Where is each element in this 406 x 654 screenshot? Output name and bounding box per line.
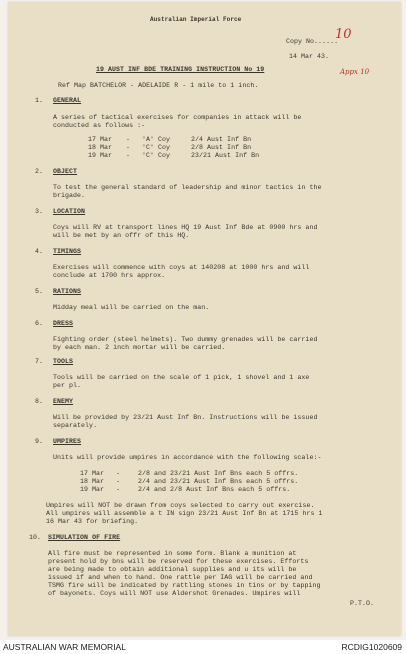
paragraph-line: Umpires will NOT be drawn from coys selected to carry out exercise. [46,502,315,509]
schedule-coy: 'A' Coy [142,136,171,143]
section-heading-enemy: ENEMY [53,398,74,405]
archive-reference: RCDIG1020609 [341,642,402,652]
paragraph-line: A series of tactical exercises for companies in attack will be [53,114,302,121]
paragraph-line: 16 Mar 43 for briefing. [46,518,139,525]
section-heading-dress: DRESS [53,320,74,327]
section-number: 5. [35,288,44,295]
section-number: 1. [35,97,44,104]
section-heading-timings: TIMINGS [53,248,82,255]
paragraph-line: Exercises will commence with coys at 140208 at 1000 hrs and will [53,264,310,271]
schedule-date: 18 Mar [80,478,105,485]
section-number: 3. [35,208,44,215]
schedule-dash: - [116,470,121,477]
paragraph-line: brigade. [53,192,86,199]
section-heading-tools: TOOLS [53,358,74,365]
schedule-date: 17 Mar [88,136,113,143]
paragraph-line: conclude at 1700 hrs approx. [53,272,166,279]
section-heading-rations: RATIONS [53,288,82,295]
copy-label: Copy No...... [286,38,339,45]
pto-marker: P.T.O. [350,600,375,607]
paragraph-line: To test the general standard of leadership and minor tactics in the [53,184,322,191]
paragraph-line: by each man. 2 inch mortar will be carried. [53,344,226,351]
reference-map: Ref Map BATCHELOR - ADELAIDE R - 1 mile to 1 inch. [58,82,259,89]
schedule-date: 18 Mar [88,144,113,151]
section-number: 9. [35,438,44,445]
paragraph-line: will be met by an offr of this HQ. [53,232,190,239]
paragraph-line: Will be provided by 23/21 Aust Inf Bn. Instructions will be issued [53,414,318,421]
paragraph-line: Tools will be carried on the scale of 1 pick, 1 shovel and 1 axe [53,374,310,381]
schedule-dash: - [126,152,131,159]
paragraph-line: Coys will RV at transport lines HQ 19 Aust Inf Bde at 0900 hrs and [53,224,318,231]
schedule-dash: - [126,136,131,143]
paragraph-line: conducted as follows :- [53,122,146,129]
schedule-coy: 'C' Coy [142,144,171,151]
paragraph-line: All fire must be represented in some form. Blank a munition at [48,550,297,557]
schedule-unit: 2/8 Aust Inf Bn [191,144,252,151]
section-number: 10. [29,534,42,541]
schedule-unit: 23/21 Aust Inf Bn [191,152,260,159]
section-heading-object: OBJECT [53,168,78,175]
section-heading-general: GENERAL [53,97,82,104]
document-page [8,2,401,636]
section-heading-location: LOCATION [53,208,86,215]
section-heading-simulation: SIMULATION OF FIRE [48,534,121,541]
schedule-dash: - [116,478,121,485]
archive-name: AUSTRALIAN WAR MEMORIAL [3,642,126,652]
paragraph-line: Units will provide umpires in accordance with the following scale:- [53,454,322,461]
section-number: 2. [35,168,44,175]
schedule-dash: - [126,144,131,151]
schedule-date: 19 Mar [80,486,105,493]
schedule-dash: - [116,486,121,493]
appendix-note: Appx 10 [340,68,370,76]
document-title: 19 AUST INF BDE TRAINING INSTRUCTION No 19 [96,66,265,73]
schedule-units: 2/4 and 23/21 Aust Inf Bns each 5 offrs. [138,478,299,485]
document-date: 14 Mar 43. [289,53,330,60]
paragraph-line: TSMG fire will be indicated by rattling stones in tins or by tapping [48,582,321,589]
paragraph-line: All umpires will assemble a t IN sign 23/21 Aust Inf Bn at 1715 hrs 1 [46,510,323,517]
schedule-date: 17 Mar [80,470,105,477]
paragraph-line: per pl. [53,382,82,389]
paragraph-line: Fighting order (steel helmets). Two dummy grenades will be carried [53,336,318,343]
paragraph-line: Midday meal will be carried on the man. [53,304,210,311]
schedule-date: 19 Mar [88,152,113,159]
force-header: Australian Imperial Force [150,16,242,23]
schedule-units: 2/8 and 23/21 Aust Inf Bns each 5 offrs. [138,470,299,477]
schedule-unit: 2/4 Aust Inf Bn [191,136,252,143]
schedule-units: 2/4 and 2/8 Aust Inf Bns each 5 offrs. [138,486,291,493]
section-number: 6. [35,320,44,327]
paragraph-line: separately. [53,422,98,429]
section-number: 8. [35,398,44,405]
schedule-coy: 'C' Coy [142,152,171,159]
copy-number: 10 [335,27,352,42]
section-heading-umpires: UMPIRES [53,438,82,445]
paragraph-line: issued if and when to hand. One rattle per IAG will be carried and [48,574,313,581]
archive-footer [0,640,406,654]
paragraph-line: of bayonets. Coys will NOT use Aldershot Grenades. Umpires will [48,590,301,597]
section-number: 4. [35,248,44,255]
paragraph-line: are being made to obtain additional supplies and u its will be [48,566,297,573]
paragraph-line: present hold by bns will be reserved for these exercises. Efforts [48,558,309,565]
section-number: 7. [35,358,44,365]
